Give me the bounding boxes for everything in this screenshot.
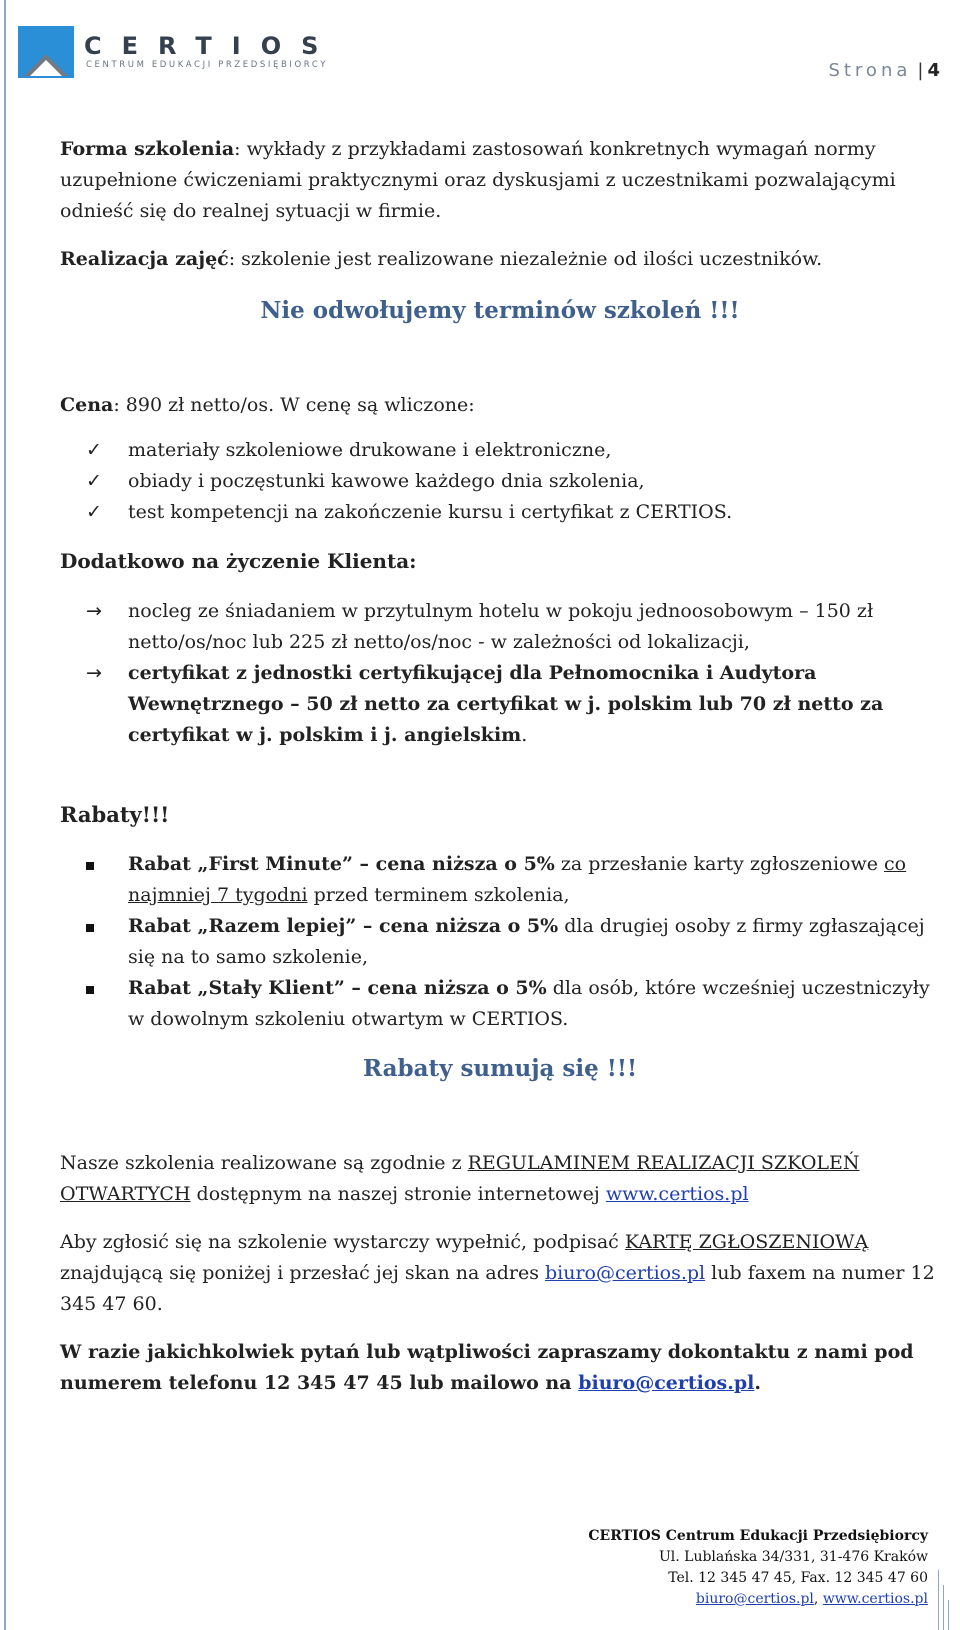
website-link[interactable]: www.certios.pl [605, 1183, 749, 1205]
footer-company: CERTIOS Centrum Edukacji Przedsiębiorcy [588, 1528, 928, 1544]
square-bullet-icon [86, 911, 94, 942]
rabaty-heading: Rabaty!!! [60, 802, 170, 827]
footer-contact: biuro@certios.pl, www.certios.pl [695, 1591, 928, 1607]
square-bullet-icon [86, 973, 94, 1004]
arrow-right-icon: → [86, 662, 102, 684]
page-left-rule [4, 0, 6, 1630]
dodatkowo-list [60, 596, 940, 751]
forma-text: : wykłady z przykładami zastosowań konkretnych wymagań normy uzupełnione ćwiczeniami praktycznymi oraz dyskusjami z uczestnikami pozwalającymi odnieść się do realnej sytuacji w firmie. [60, 138, 896, 222]
page-number: Strona | 4 [828, 60, 940, 81]
list-item: ✓ test kompetencji na zakończenie kursu i certyfikat z CERTIOS. [60, 497, 940, 528]
footer-website-link[interactable]: www.certios.pl [822, 1591, 928, 1607]
cena-list [60, 435, 940, 528]
list-item: ✓ obiady i poczęstunki kawowe każdego dnia szkolenia, [60, 466, 940, 497]
logo-wordmark: CERTIOS [84, 32, 339, 60]
kontakt-paragraph: W razie jakichkolwiek pytań lub wątpliwości zapraszamy dokontaktu z nami pod numerem telefonu 12 345 47 45 lub mailowo na biuro@certios.pl. [60, 1341, 914, 1394]
forma-paragraph [60, 134, 940, 227]
cena-text: : 890 zł netto/os. W cenę są wliczone: [113, 394, 475, 416]
logo-subtitle: CENTRUM EDUKACJI PRZEDSIĘBIORCY [86, 60, 329, 70]
realizacja-paragraph [60, 244, 940, 275]
arrow-right-icon: → [86, 600, 102, 622]
dodatkowo-heading: Dodatkowo na życzenie Klienta: [60, 549, 417, 573]
footer-email-link[interactable]: biuro@certios.pl [695, 1591, 814, 1607]
email-link[interactable]: biuro@certios.pl [544, 1262, 706, 1284]
list-item: → nocleg ze śniadaniem w przytulnym hotelu w pokoju jednoosobowym – 150 zł netto/os/noc lub 225 zł netto/os/noc - w zależności od lokalizacji, [60, 596, 940, 658]
page-corner-rules [938, 1570, 952, 1630]
list-item: Rabat „First Minute” – cena niższa o 5% za przesłanie karty zgłoszeniowe co najmniej 7 tygodni przed terminem szkolenia, [60, 849, 940, 911]
page-content [60, 134, 940, 1399]
regulamin-paragraph: Nasze szkolenia realizowane są zgodnie z REGULAMINEM REALIZACJI SZKOLEŃ OTWARTYCH dostępnym na naszej stronie internetowej www.certios.pl [60, 1152, 860, 1205]
karta-zgloszeniowa-link[interactable]: KARTĘ ZGŁOSZENIOWĄ [624, 1231, 869, 1253]
rabaty-summary-heading: Rabaty sumują się !!! [362, 1055, 638, 1082]
cena-label: Cena [60, 394, 114, 416]
page-label: Strona [828, 60, 912, 81]
realizacja-label: Realizacja zajęć [60, 248, 229, 270]
list-item: Rabat „Stały Klient” – cena niższa o 5% dla osób, które wcześniej uczestniczyły w dowolnym szkoleniu otwartym w CERTIOS. [60, 973, 940, 1035]
realizacja-text: : szkolenie jest realizowane niezależnie od ilości uczestników. [228, 248, 823, 270]
rabaty-list [60, 849, 940, 1035]
page-footer [588, 1526, 928, 1610]
certios-logo [18, 26, 398, 80]
footer-phone: Tel. 12 345 47 45, Fax. 12 345 47 60 [668, 1570, 928, 1586]
square-bullet-icon [86, 849, 94, 880]
checkmark-icon: ✓ [86, 439, 102, 461]
footer-address: Ul. Lublańska 34/331, 31-476 Kraków [658, 1549, 928, 1565]
no-cancel-heading: Nie odwołujemy terminów szkoleń !!! [260, 297, 740, 324]
list-item: → certyfikat z jednostki certyfikującej dla Pełnomocnika i Audytora Wewnętrznego – 50 zł netto za certyfikat w j. polskim lub 70 zł netto za certyfikat w j. polskim i j. angielskim. [60, 658, 940, 751]
cena-paragraph [60, 390, 940, 421]
list-item: Rabat „Razem lepiej” – cena niższa o 5% dla drugiej osoby z firmy zgłaszającej się na to samo szkolenie, [60, 911, 940, 973]
page-number-value: 4 [927, 60, 940, 81]
checkmark-icon: ✓ [86, 470, 102, 492]
email-link[interactable]: biuro@certios.pl [578, 1372, 755, 1394]
regulamin-link[interactable]: REGULAMINEM REALIZACJI SZKOLEŃ OTWARTYCH [60, 1152, 860, 1205]
forma-label: Forma szkolenia [60, 138, 235, 160]
list-item: ✓ materiały szkoleniowe drukowane i elektroniczne, [60, 435, 940, 466]
logo-triangle-icon [18, 26, 74, 78]
checkmark-icon: ✓ [86, 501, 102, 523]
zgloszenie-paragraph: Aby zgłosić się na szkolenie wystarczy wypełnić, podpisać KARTĘ ZGŁOSZENIOWĄ znajdującą się poniżej i przesłać jej skan na adres biuro@certios.pl lub faxem na numer 12 345 47 60. [60, 1231, 935, 1315]
